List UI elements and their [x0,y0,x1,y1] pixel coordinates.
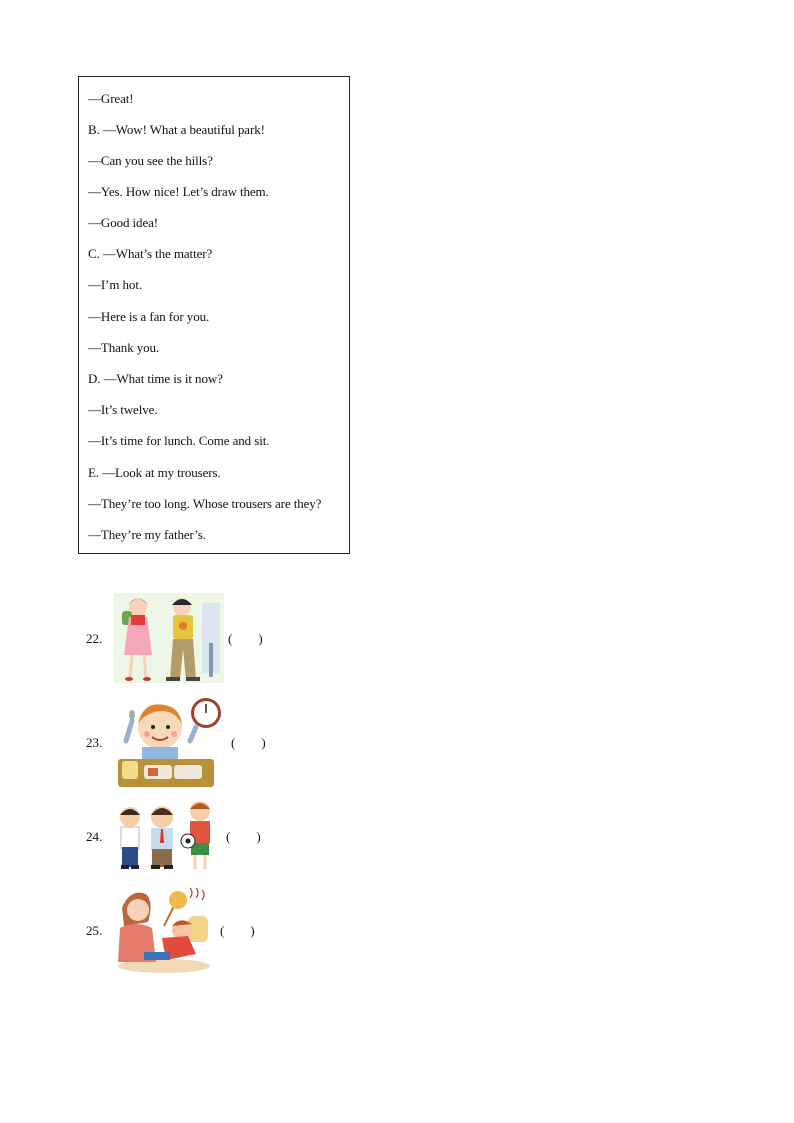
dialog-line: —Yes. How nice! Let’s draw them. [88,184,269,199]
question-number: 25. [86,923,103,938]
dialog-line: —Thank you. [88,340,160,355]
dialog-line: E. —Look at my trousers. [88,465,221,480]
question-number: 22. [86,631,103,646]
dialog-line: —Here is a fan for you. [88,309,210,324]
answer-bracket: ( ) [220,923,255,938]
dialog-box [78,76,350,554]
answer-bracket: ( ) [226,829,261,844]
dialog-line: —They’re my father’s. [88,527,206,542]
mother-fanning-hot-boy-illustration [116,886,212,974]
question-number: 23. [86,735,103,750]
dialog-line: D. —What time is it now? [88,371,223,386]
dialog-line: B. —Wow! What a beautiful park! [88,122,265,137]
girl-and-boy-in-long-trousers-illustration [114,593,224,685]
dialog-line: —Great! [88,91,134,106]
answer-bracket: ( ) [231,735,266,750]
dialog-line: C. —What’s the matter? [88,246,213,261]
dialog-line: —It’s twelve. [88,402,158,417]
question-number: 24. [86,829,103,844]
answer-bracket: ( ) [228,631,263,646]
dialog-line: —Good idea! [88,215,159,230]
dialog-line: —I’m hot. [88,277,142,292]
three-boys-illustration [114,797,224,877]
dialog-line: —Can you see the hills? [88,153,213,168]
dialog-line: —It’s time for lunch. Come and sit. [88,433,270,448]
dialog-line: —They’re too long. Whose trousers are they? [88,496,322,511]
boy-at-lunch-with-clock-illustration [118,697,226,789]
